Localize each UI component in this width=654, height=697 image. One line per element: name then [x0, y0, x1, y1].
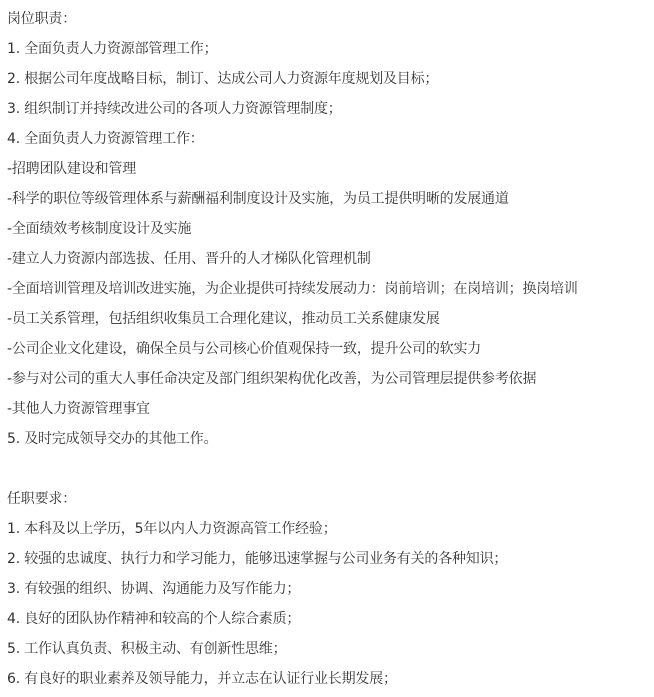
requirement-item: 3. 有较强的组织、协调、沟通能力及写作能力；	[7, 581, 301, 597]
job-description-document	[7, 4, 654, 694]
requirements-section	[7, 484, 654, 694]
responsibility-subitem: -建立人力资源内部选拔、任用、晋升的人才梯队化管理机制	[7, 251, 371, 267]
requirements-heading: 任职要求：	[7, 491, 76, 507]
responsibility-subitem: -科学的职位等级管理体系与薪酬福利制度设计及实施，为员工提供明晰的发展通道	[7, 191, 509, 207]
responsibilities-heading: 岗位职责：	[7, 11, 76, 27]
responsibility-item: 2. 根据公司年度战略目标，制订、达成公司人力资源年度规划及目标；	[7, 71, 439, 87]
responsibility-subitem: -参与对公司的重大人事任命决定及部门组织架构优化改善，为公司管理层提供参考依据	[7, 371, 537, 387]
responsibility-subitem: -全面培训管理及培训改进实施，为企业提供可持续发展动力：岗前培训；在岗培训；换岗培训	[7, 281, 578, 297]
responsibility-item: 1. 全面负责人力资源部管理工作；	[7, 41, 218, 57]
requirement-item: 6. 有良好的职业素养及领导能力，并立志在认证行业长期发展；	[7, 671, 397, 687]
requirement-item: 4. 良好的团队协作精神和较高的个人综合素质；	[7, 611, 301, 627]
requirement-item: 1. 本科及以上学历，5年以内人力资源高管工作经验；	[7, 521, 337, 537]
section-spacer	[7, 454, 654, 484]
requirement-item: 5. 工作认真负责、积极主动、有创新性思维；	[7, 641, 287, 657]
responsibility-subitem: -公司企业文化建设，确保全员与公司核心价值观保持一致，提升公司的软实力	[7, 341, 482, 357]
requirement-item: 2. 较强的忠诚度、执行力和学习能力，能够迅速掌握与公司业务有关的各种知识；	[7, 551, 508, 567]
responsibility-subitem: -员工关系管理，包括组织收集员工合理化建议，推动员工关系健康发展	[7, 311, 440, 327]
responsibility-subitem: -招聘团队建设和管理	[7, 161, 137, 177]
responsibility-item: 4. 全面负责人力资源管理工作：	[7, 131, 204, 147]
responsibility-item: 3. 组织制订并持续改进公司的各项人力资源管理制度；	[7, 101, 342, 117]
responsibility-subitem: -全面绩效考核制度设计及实施	[7, 221, 192, 237]
responsibility-subitem: -其他人力资源管理事宜	[7, 401, 150, 417]
responsibilities-section	[7, 4, 654, 454]
responsibility-item: 5. 及时完成领导交办的其他工作。	[7, 431, 218, 447]
